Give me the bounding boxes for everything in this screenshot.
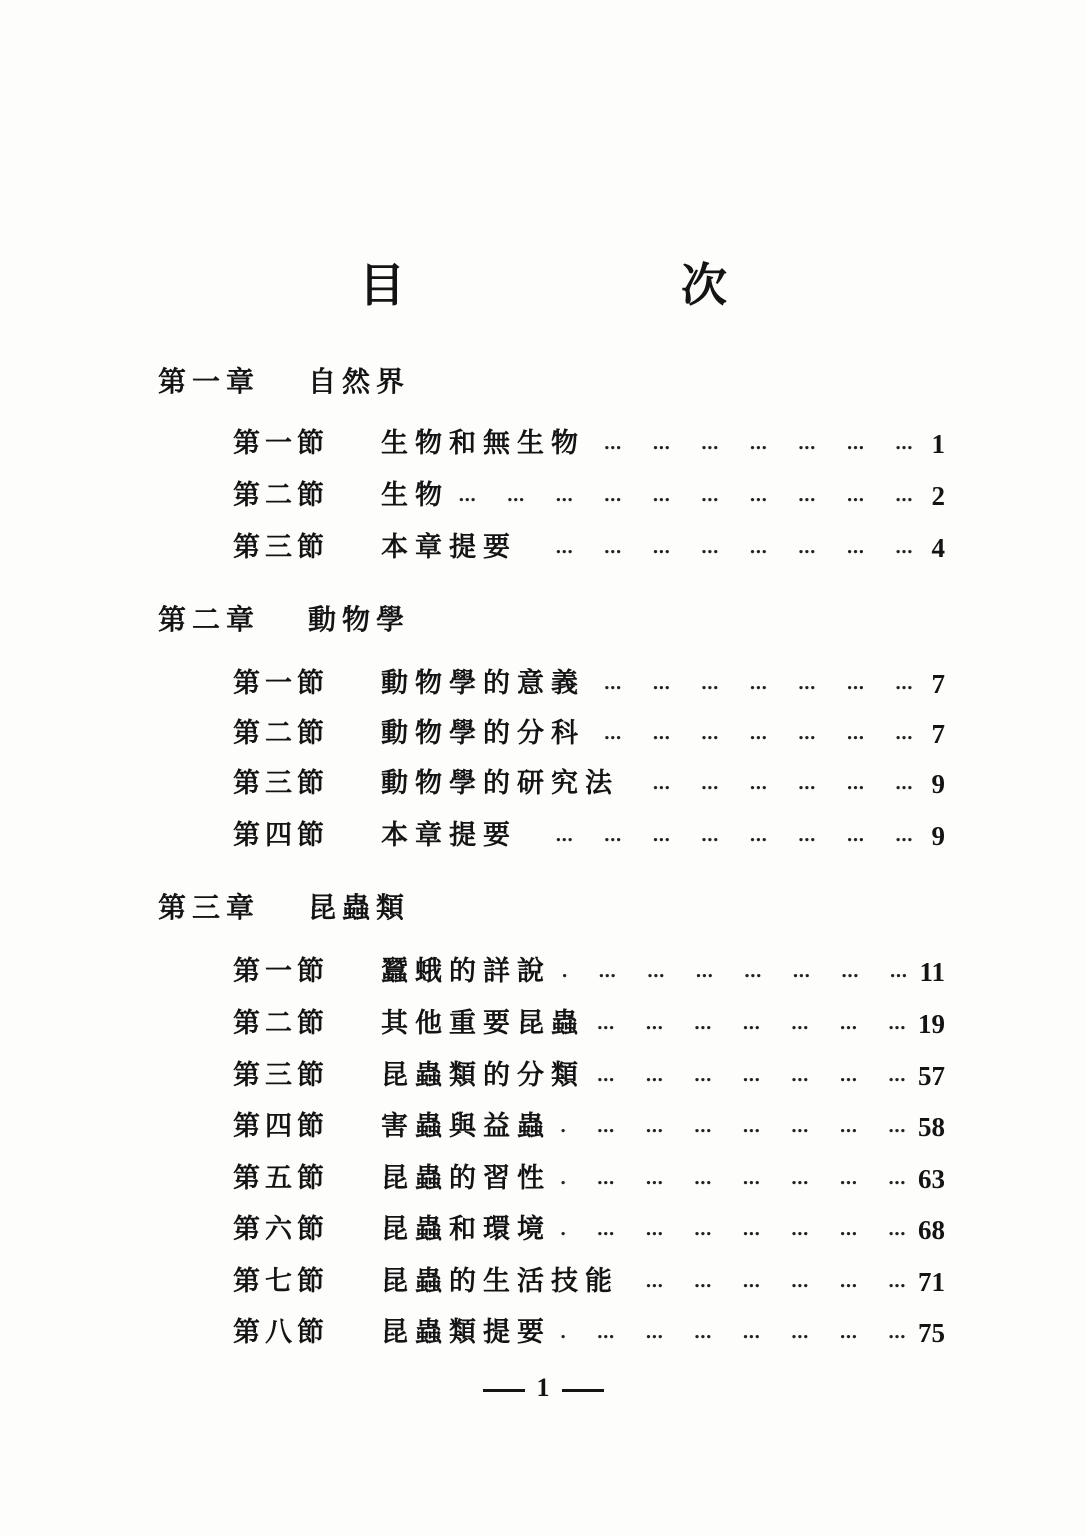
section-number: 第一節 [233,668,329,699]
section-number: 第七節 [233,1266,329,1297]
section-title: 昆蟲類提要 [381,1317,551,1348]
dot-leader [561,1313,912,1353]
chapter-number: 第三章 [158,891,261,924]
page-number: 19 [918,1009,945,1039]
section-number: 第二節 [233,718,329,749]
section-number: 第八節 [233,1317,329,1348]
chapter-number: 第二章 [158,603,261,636]
toc-entry[interactable] [233,1004,945,1044]
page-number: 7 [931,669,945,699]
toc-entry[interactable] [233,424,945,464]
toc-entry[interactable] [233,764,945,804]
toc-entry[interactable] [233,1313,945,1353]
dot-leader [629,1262,912,1302]
section-title: 本章提要 [381,820,517,851]
section-title: 昆蟲和環境 [381,1214,551,1245]
toc-entry[interactable] [233,664,945,704]
folio-number: 1 [536,1373,550,1402]
page-number: 71 [918,1267,945,1297]
dot-leader [527,528,919,568]
section-title: 昆蟲的習性 [381,1163,551,1194]
section-number: 第三節 [233,768,329,799]
section-title: 害蟲與益蟲 [381,1111,551,1142]
dot-leader [561,1159,912,1199]
section-number: 第五節 [233,1163,329,1194]
toc-entry[interactable] [233,816,945,856]
section-title: 昆蟲類的分類 [381,1060,585,1091]
chapter-heading [158,600,410,640]
toc-entry[interactable] [233,528,945,568]
section-number: 第一節 [233,428,329,459]
page-number: 2 [931,481,945,511]
section-number: 第四節 [233,820,329,851]
dot-leader [595,1056,912,1096]
section-title: 動物學的研究法 [381,768,619,799]
section-title: 生物和無生物 [381,428,585,459]
toc-entry[interactable] [233,1262,945,1302]
page-title: 目 次 [358,258,857,312]
page-number: 1 [931,429,945,459]
section-title: 生物 [381,480,449,511]
dot-leader [527,816,919,856]
chapter-name: 昆蟲類 [308,891,411,924]
page-number: 58 [918,1112,945,1142]
section-title: 其他重要昆蟲 [381,1008,585,1039]
page-number: 7 [931,719,945,749]
toc-entry[interactable] [233,1107,945,1147]
toc-entry[interactable] [233,1159,945,1199]
folio-dash-right [562,1389,604,1392]
chapter-heading [158,362,410,402]
section-title: 動物學的分科 [381,718,585,749]
section-title: 動物學的意義 [381,668,585,699]
section-number: 第一節 [233,956,329,987]
page-number: 75 [918,1318,945,1348]
dot-leader [595,714,919,754]
page-number: 9 [931,821,945,851]
section-number: 第六節 [233,1214,329,1245]
toc-entry[interactable] [233,952,945,992]
chapter-number: 第一章 [158,365,261,398]
toc-entry[interactable] [233,1056,945,1096]
toc-entry[interactable] [233,1210,945,1250]
page-number: 57 [918,1061,945,1091]
chapter-heading [158,888,410,928]
dot-leader [595,424,919,464]
page-number: 4 [931,533,945,563]
section-title: 昆蟲的生活技能 [381,1266,619,1297]
section-number: 第三節 [233,1060,329,1091]
page-number: 68 [918,1215,945,1245]
dot-leader [595,1004,912,1044]
dot-leader [595,664,919,704]
chapter-name: 動物學 [308,603,411,636]
page-number: 63 [918,1164,945,1194]
page-number: 11 [919,957,945,987]
dot-leader [561,1210,912,1250]
section-number: 第二節 [233,480,329,511]
section-number: 第三節 [233,532,329,563]
page-folio [0,1370,1086,1406]
page-number: 9 [931,769,945,799]
section-title: 蠶蛾的詳說 [381,956,551,987]
section-number: 第二節 [233,1008,329,1039]
folio-dash-left [483,1389,525,1392]
section-number: 第四節 [233,1111,329,1142]
dot-leader [629,764,919,804]
toc-entry[interactable] [233,714,945,754]
dot-leader [459,476,919,516]
dot-leader [561,1107,912,1147]
dot-leader [561,952,913,992]
section-title: 本章提要 [381,532,517,563]
chapter-name: 自然界 [308,365,411,398]
toc-entry[interactable] [233,476,945,516]
